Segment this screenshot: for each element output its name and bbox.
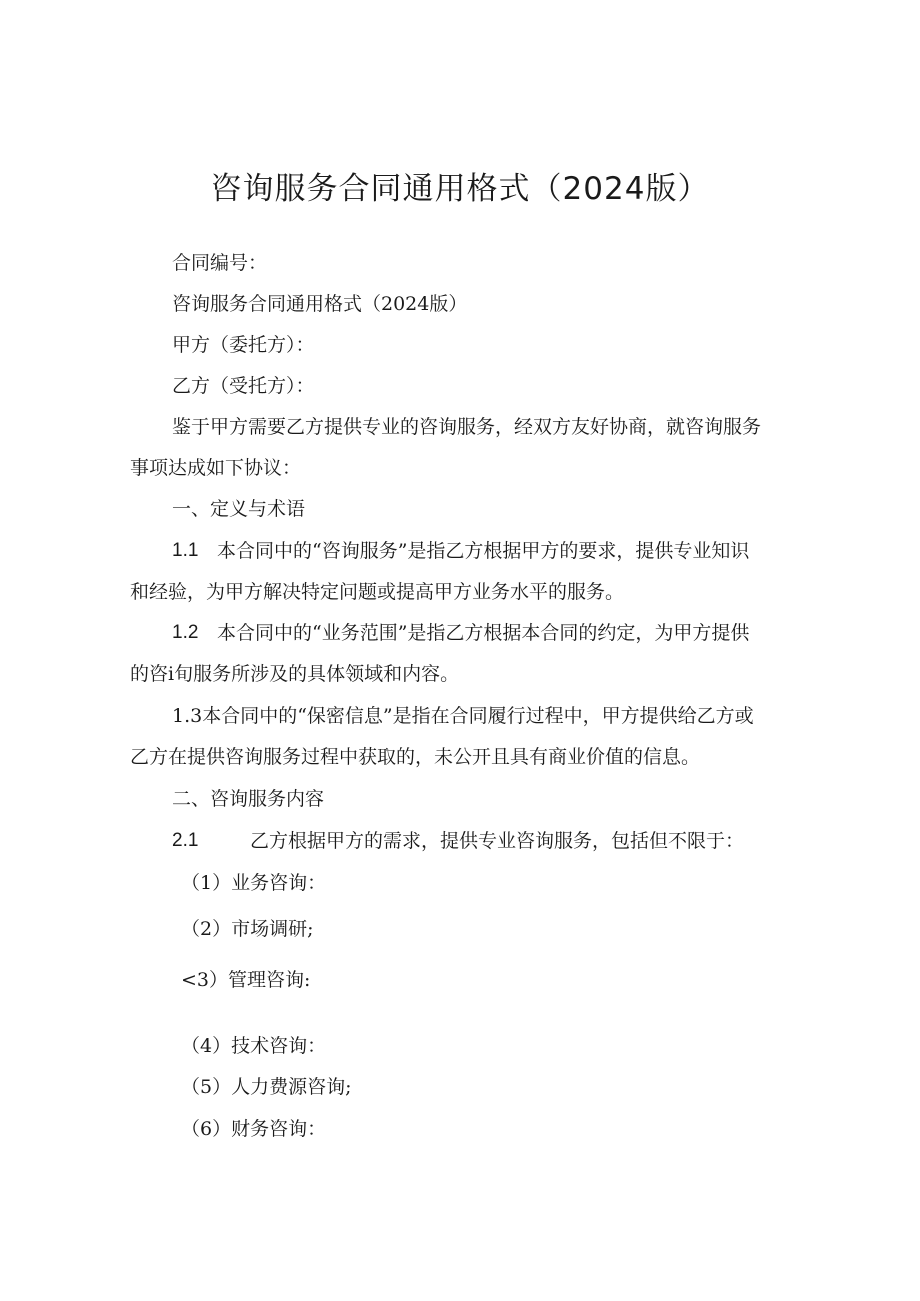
list-item: （2）市场调研;	[181, 918, 314, 940]
intro-line-1: 鉴于甲方需要乙方提供专业的咨询服务，经双方友好协商，就咨询服务	[172, 416, 762, 438]
section-1-heading: 一、定义与术语	[172, 498, 306, 520]
list-item: <3）管理咨询:	[181, 969, 311, 991]
document-title: 咨询服务合同通用格式（2024版）	[210, 171, 710, 207]
list-item: （5）人力费源咨询;	[181, 1076, 352, 1098]
list-item: （4）技术咨询：	[181, 1035, 327, 1057]
clause-1-1-line-2: 和经验，为甲方解决特定问题或提高甲方业务水平的服务。	[130, 581, 625, 603]
clause-1-2-number: 1.2	[172, 622, 199, 643]
clause-1-2-line-1: 本合同中的“业务范围”是指乙方根据本合同的约定，为甲方提供	[217, 622, 750, 644]
section-2-heading: 二、咨询服务内容	[172, 788, 325, 810]
clause-1-1-line-1: 本合同中的“咨询服务”是指乙方根据甲方的要求，提供专业知识	[217, 540, 750, 562]
party-b-label: 乙方（受托方）：	[172, 375, 315, 397]
clause-1-3-line-1: 1.3本合同中的“保密信息”是指在合同履行过程中，甲方提供给乙方或	[172, 705, 754, 727]
list-item: （1）业务咨询：	[181, 872, 327, 894]
list-item: （6）财务咨询：	[181, 1118, 327, 1140]
party-a-label: 甲方（委托方）：	[172, 334, 315, 356]
clause-1-1-number: 1.1	[172, 540, 199, 561]
document-subtitle: 咨询服务合同通用格式（2024版）	[172, 293, 468, 315]
clause-1-2-line-2: 的咨i旬服务所涉及的具体领域和内容。	[130, 663, 460, 685]
clause-2-1-number: 2.1	[172, 830, 199, 851]
clause-1-3-line-2: 乙方在提供咨询服务过程中获取的，未公开且具有商业价值的信息。	[130, 746, 701, 768]
intro-line-2: 事项达成如下协议：	[130, 457, 302, 479]
contract-number-label: 合同编号：	[172, 252, 268, 274]
clause-2-1-text: 乙方根据甲方的需求，提供专业咨询服务，包括但不限于：	[250, 830, 745, 852]
